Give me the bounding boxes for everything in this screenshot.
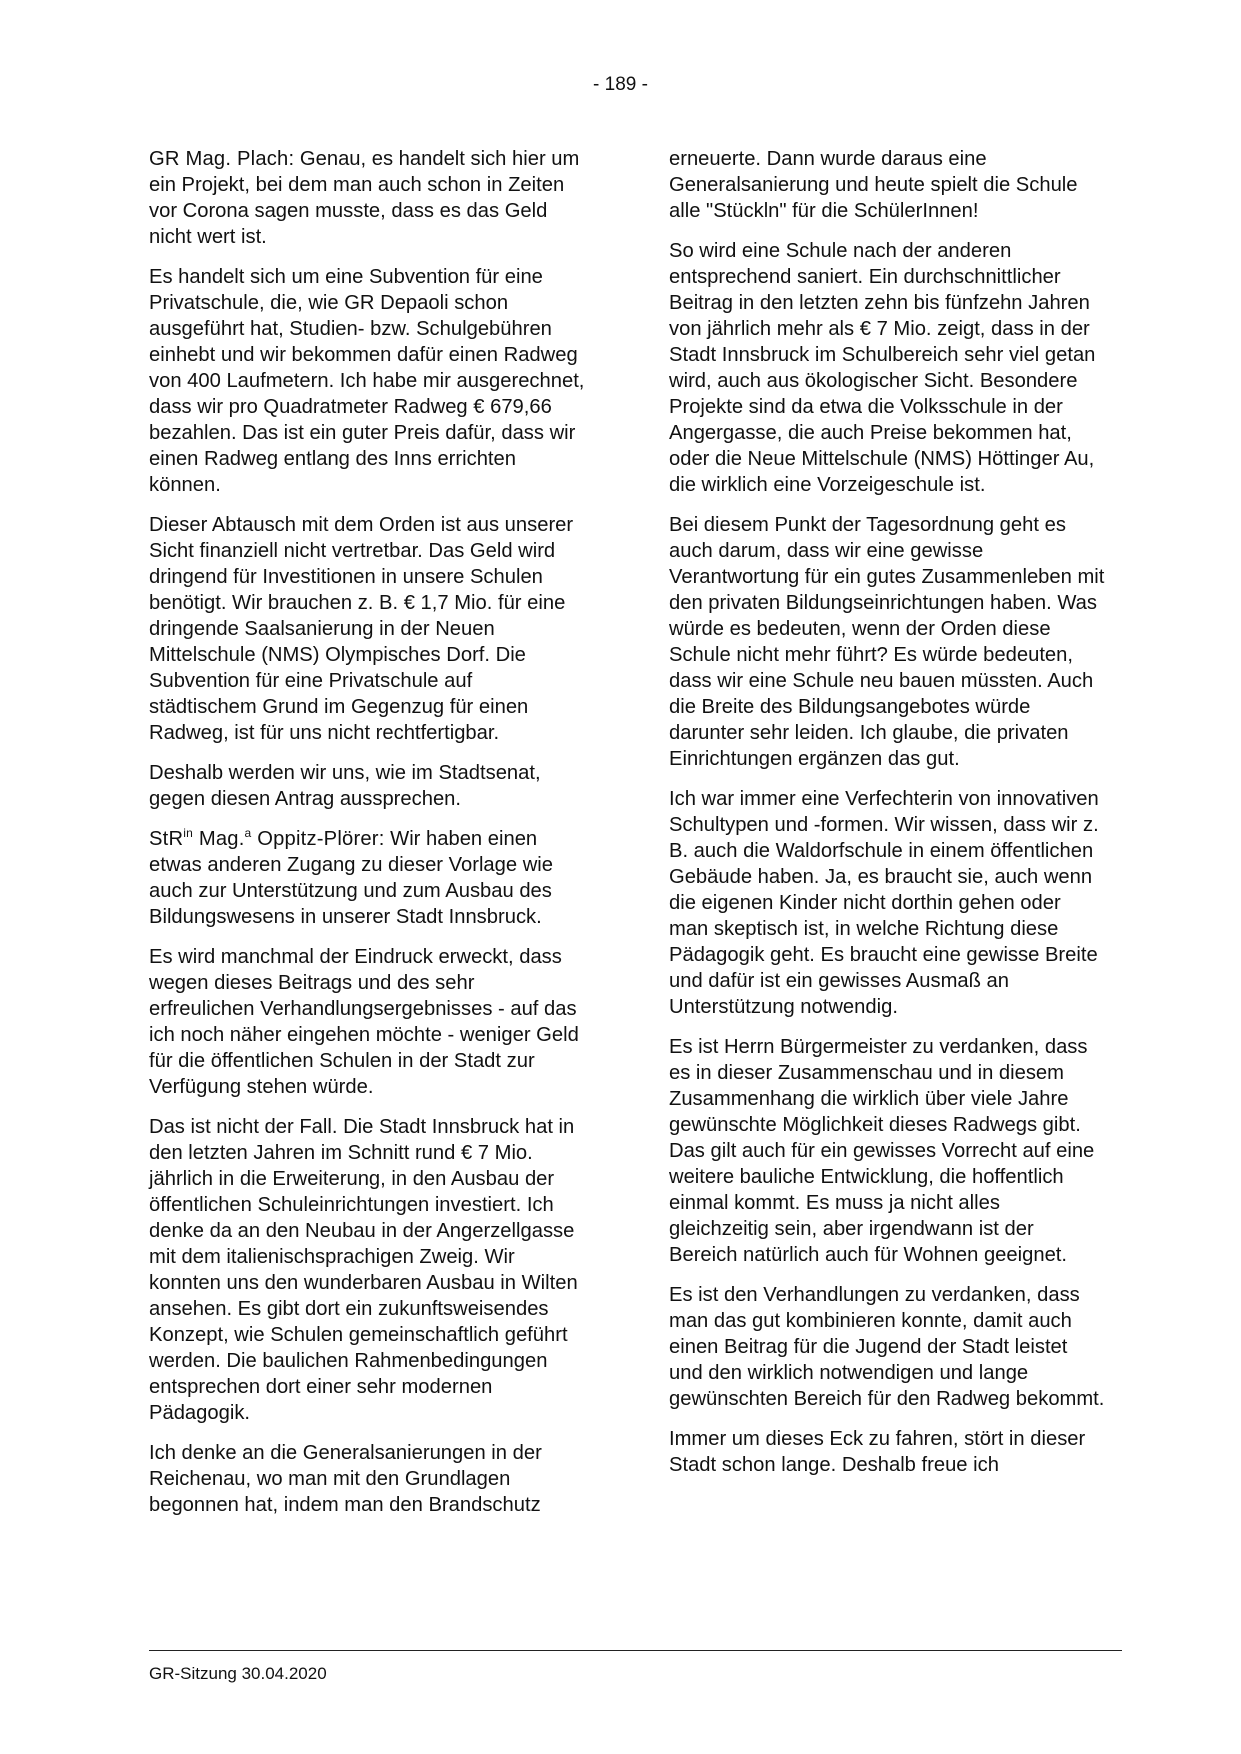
paragraph: Es wird manchmal der Eindruck erweckt, dass wegen dieses Beitrags und des sehr erfreulichen Verhandlungsergebnisses - auf das ich noch näher eingehen möchte - weniger Geld für die öffentlichen Schulen in der Stadt zur Verfügung stehen würde.: [149, 946, 579, 1098]
paragraph: So wird eine Schule nach der anderen entsprechend saniert. Ein durchschnittlicher Beitrag in den letzten zehn bis fünfzehn Jahren von jährlich mehr als € 7 Mio. zeigt, dass in der Stadt Innsbruck im Schulbereich sehr viel getan wird, auch aus ökologischer Sicht. Besondere Projekte sind da etwa die Volksschule in der Angergasse, die auch Preise bekommen hat, oder die Neue Mittelschule (NMS) Höttinger Au, die wirklich eine Vorzeigeschule ist.: [669, 240, 1096, 496]
footer-divider: [149, 1650, 1122, 1651]
paragraph: Ich denke an die Generalsanierungen in der Reichenau, wo man mit den Grundlagen begonnen hat, indem man den Brandschutz: [149, 1442, 542, 1516]
paragraph: Immer um dieses Eck zu fahren, stört in dieser Stadt schon lange. Deshalb freue ich: [669, 1428, 1086, 1476]
paragraph-oppitz-ploerer: [149, 826, 585, 930]
speaker-name: GR Mag. Plach:: [149, 148, 295, 170]
paragraph-plach: [149, 146, 585, 250]
right-column: [669, 146, 1105, 1492]
page-number: - 189 -: [593, 74, 648, 95]
left-column: [149, 146, 585, 1532]
paragraph: Es ist Herrn Bürgermeister zu verdanken, dass es in dieser Zusammenschau und in diesem Zusammenhang die wirklich über viele Jahre gewünschte Möglichkeit dieses Radwegs gibt. Das gilt auch für ein gewisses Vorrecht auf eine weitere bauliche Entwicklung, die hoffentlich einmal kommt. Es muss ja nicht alles gleichzeitig sein, aber irgendwann ist der Bereich natürlich auch für Wohnen geeignet.: [669, 1036, 1095, 1266]
paragraph: Es ist den Verhandlungen zu verdanken, dass man das gut kombinieren konnte, damit auch einen Beitrag für die Jugend der Stadt leistet und den wirklich notwendigen und lange gewünschten Bereich für den Radweg bekommt.: [669, 1284, 1105, 1410]
speaker-name: StR$^{in}$ Mag.$^a$ Oppitz-Plörer:: [149, 826, 385, 850]
footer-session-date: GR-Sitzung 30.04.2020: [149, 1664, 327, 1683]
paragraph: Ich war immer eine Verfechterin von innovativen Schultypen und -formen. Wir wissen, dass wir z. B. auch die Waldorfschule in einem öffentlichen Gebäude haben. Ja, es braucht sie, auch wenn die eigenen Kinder nicht dorthin gehen oder man skeptisch ist, in welche Richtung diese Pädagogik geht. Es braucht eine gewisse Breite und dafür ist ein gewisses Ausmaß an Unterstützung notwendig.: [669, 788, 1099, 1018]
paragraph: Das ist nicht der Fall. Die Stadt Innsbruck hat in den letzten Jahren im Schnitt rund € 7 Mio. jährlich in die Erweiterung, in den Ausbau der öffentlichen Schuleinrichtungen investiert. Ich denke da an den Neubau in der Angerzellgasse mit dem italienischsprachigen Zweig. Wir konnten uns den wunderbaren Ausbau in Wilten ansehen. Es gibt dort ein zukunftsweisendes Konzept, wie Schulen gemeinschaftlich geführt werden. Die baulichen Rahmenbedingungen entsprechen dort einer sehr modernen Pädagogik.: [149, 1116, 578, 1424]
paragraph-text: Genau, es handelt sich hier um ein Projekt, bei dem man auch schon in Zeiten vor Corona sagen musste, dass es das Geld nicht wert ist.: [149, 148, 580, 248]
paragraph-text: Wir haben einen etwas anderen Zugang zu dieser Vorlage wie auch zur Unterstützung und zum Ausbau des Bildungswesens in unserer Stadt Innsbruck.: [149, 828, 554, 928]
paragraph: Dieser Abtausch mit dem Orden ist aus unserer Sicht finanziell nicht vertretbar. Das Geld wird dringend für Investitionen in unsere Schulen benötigt. Wir brauchen z. B. € 1,7 Mio. für eine dringende Saalsanierung in der Neuen Mittelschule (NMS) Olympisches Dorf. Die Subvention für eine Privatschule auf städtischem Grund im Gegenzug für einen Radweg, ist für uns nicht rechtfertigbar.: [149, 514, 574, 744]
paragraph: Es handelt sich um eine Subvention für eine Privatschule, die, wie GR Depaoli schon ausgeführt hat, Studien- bzw. Schulgebühren einhebt und wir bekommen dafür einen Radweg von 400 Laufmetern. Ich habe mir ausgerechnet, dass wir pro Quadratmeter Radweg € 679,66 bezahlen. Das ist ein guter Preis dafür, dass wir einen Radweg entlang des Inns errichten können.: [149, 266, 585, 496]
paragraph: Bei diesem Punkt der Tagesordnung geht es auch darum, dass wir eine gewisse Verantwortung für ein gutes Zusammenleben mit den privaten Bildungseinrichtungen haben. Was würde es bedeuten, wenn der Orden diese Schule nicht mehr führt? Es würde bedeuten, dass wir eine Schule neu bauen müssten. Auch die Breite des Bildungsangebotes würde darunter sehr leiden. Ich glaube, die privaten Einrichtungen ergänzen das gut.: [669, 514, 1105, 770]
paragraph: Deshalb werden wir uns, wie im Stadtsenat, gegen diesen Antrag aussprechen.: [149, 762, 541, 810]
paragraph: erneuerte. Dann wurde daraus eine Generalsanierung und heute spielt die Schule alle "Stückln" für die SchülerInnen!: [669, 148, 1078, 222]
